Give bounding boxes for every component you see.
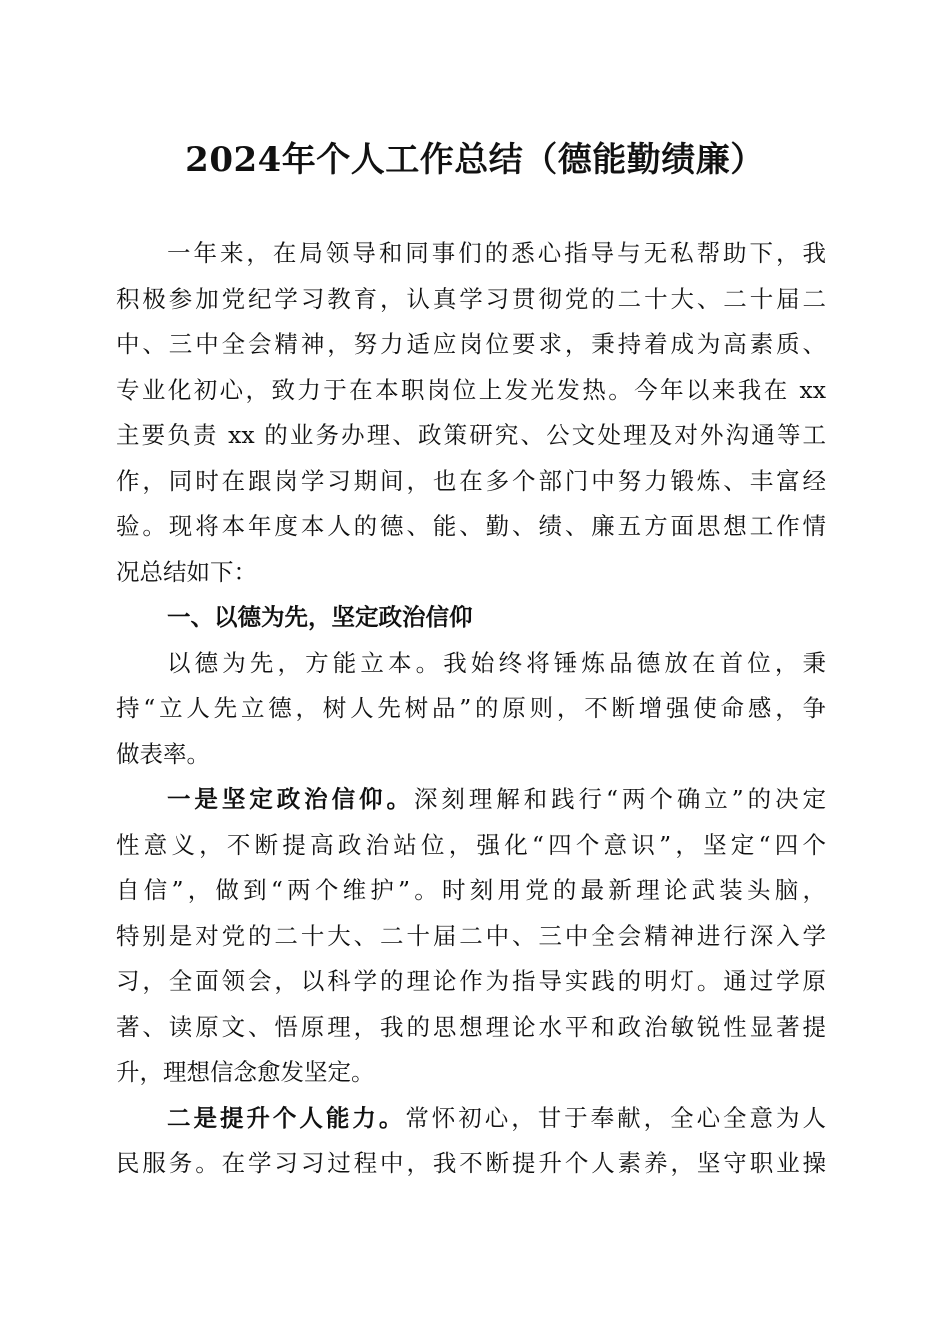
text-line: 持“立人先立德，树人先树品”的原则，不断增强使命感，争 [116, 694, 826, 722]
text-line: 民服务。在学习习过程中，我不断提升个人素养，坚守职业操 [116, 1149, 826, 1177]
text-line: 专业化初心，致力于在本职岗位上发光发热。今年以来我在 xx [116, 375, 826, 404]
text-line: 以德为先，方能立本。我始终将锤炼品德放在首位，秉 [167, 648, 826, 677]
text-line: 性意义，不断提高政治站位，强化“四个意识”，坚定“四个 [116, 830, 826, 859]
paragraph-text: 常怀初心，甘于奉献，全心全意为人 [405, 1103, 826, 1132]
text-line: 一年来，在局领导和同事们的悉心指导与无私帮助下，我 [167, 239, 826, 267]
text-line: 主要负责 xx 的业务办理、政策研究、公文处理及对外沟通等工 [116, 421, 826, 449]
text-line: 中、三中全会精神，努力适应岗位要求，秉持着成为高素质、 [116, 330, 826, 358]
text-line: 作，同时在跟岗学习期间，也在多个部门中努力锻炼、丰富经 [116, 466, 826, 495]
paragraph-text: 深刻理解和践行“两个确立”的决定 [413, 785, 827, 813]
paragraph-lead: 一是坚定政治信仰。 [167, 785, 414, 813]
text-line [116, 1096, 826, 1142]
text-line: 自信”，做到“两个维护”。时刻用党的最新理论武装头脑， [116, 876, 826, 904]
paragraph-lead: 二是提升个人能力。 [167, 1103, 406, 1132]
text-line [116, 777, 826, 823]
text-line: 验。现将本年度本人的德、能、勤、绩、廉五方面思想工作情 [116, 512, 826, 540]
text-line: 著、读原文、悟原理，我的思想理论水平和政治敏锐性显著提 [116, 1012, 826, 1041]
section-heading: 一、以德为先，坚定政治信仰 [167, 603, 473, 631]
text-line: 做表率。 [116, 739, 210, 768]
text-line: 积极参加党纪学习教育，认真学习贯彻党的二十大、二十届二 [116, 284, 826, 313]
document-body [116, 231, 826, 1187]
document-title: 2024年个人工作总结（德能勤绩廉） [185, 140, 765, 180]
text-line: 习，全面领会，以科学的理论作为指导实践的明灯。通过学原 [116, 967, 826, 995]
text-line: 况总结如下： [116, 557, 257, 586]
text-line: 升，理想信念愈发坚定。 [116, 1058, 375, 1086]
text-line: 特别是对党的二十大、二十届二中、三中全会精神进行深入学 [116, 921, 826, 950]
